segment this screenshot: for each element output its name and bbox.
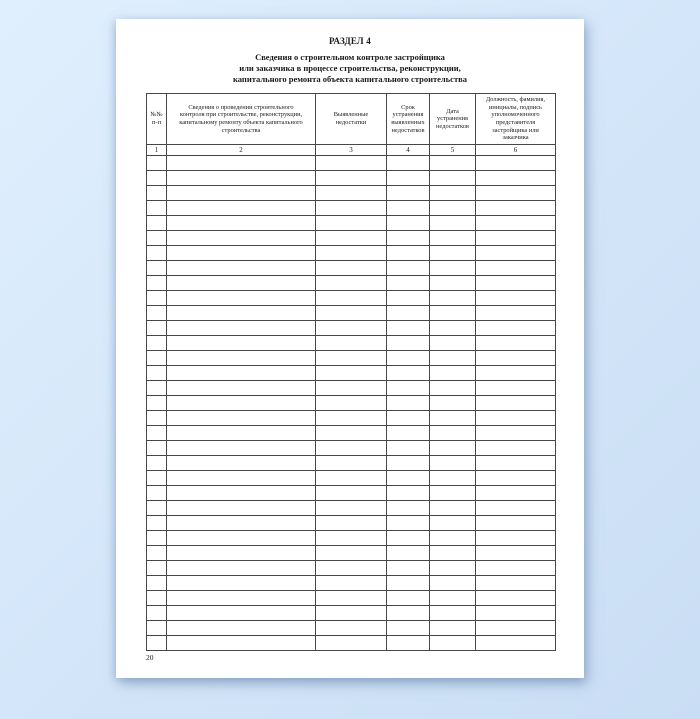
cell-fix-date bbox=[430, 471, 476, 486]
cell-row-number bbox=[147, 546, 167, 561]
table-row bbox=[147, 591, 556, 606]
cell-representative bbox=[476, 261, 556, 276]
cell-row-number bbox=[147, 336, 167, 351]
col-header-row-number: №№ п-п bbox=[147, 94, 167, 145]
col-number-5: 5 bbox=[430, 145, 476, 156]
table-row bbox=[147, 231, 556, 246]
cell-row-number bbox=[147, 531, 167, 546]
cell-deadline bbox=[387, 576, 430, 591]
table-row bbox=[147, 576, 556, 591]
page-number: 20 bbox=[146, 653, 154, 662]
table-row bbox=[147, 411, 556, 426]
cell-row-number bbox=[147, 351, 167, 366]
document-page bbox=[116, 19, 584, 678]
cell-representative bbox=[476, 336, 556, 351]
cell-defects-found bbox=[316, 306, 387, 321]
cell-representative bbox=[476, 306, 556, 321]
cell-representative bbox=[476, 351, 556, 366]
cell-fix-date bbox=[430, 456, 476, 471]
cell-control-info bbox=[167, 336, 316, 351]
cell-fix-date bbox=[430, 411, 476, 426]
cell-deadline bbox=[387, 231, 430, 246]
cell-fix-date bbox=[430, 546, 476, 561]
cell-defects-found bbox=[316, 636, 387, 651]
cell-defects-found bbox=[316, 411, 387, 426]
document-subtitle bbox=[116, 52, 584, 85]
table-row bbox=[147, 351, 556, 366]
cell-representative bbox=[476, 576, 556, 591]
cell-defects-found bbox=[316, 531, 387, 546]
cell-representative bbox=[476, 531, 556, 546]
cell-row-number bbox=[147, 381, 167, 396]
cell-control-info bbox=[167, 621, 316, 636]
cell-row-number bbox=[147, 591, 167, 606]
table-row bbox=[147, 516, 556, 531]
table-row bbox=[147, 276, 556, 291]
cell-fix-date bbox=[430, 306, 476, 321]
cell-deadline bbox=[387, 171, 430, 186]
table-row bbox=[147, 501, 556, 516]
table-row bbox=[147, 336, 556, 351]
cell-defects-found bbox=[316, 396, 387, 411]
cell-fix-date bbox=[430, 351, 476, 366]
cell-defects-found bbox=[316, 621, 387, 636]
cell-row-number bbox=[147, 246, 167, 261]
cell-representative bbox=[476, 516, 556, 531]
cell-control-info bbox=[167, 441, 316, 456]
cell-defects-found bbox=[316, 546, 387, 561]
cell-deadline bbox=[387, 426, 430, 441]
table-row bbox=[147, 561, 556, 576]
cell-control-info bbox=[167, 471, 316, 486]
cell-fix-date bbox=[430, 216, 476, 231]
table-header-row bbox=[147, 94, 556, 145]
cell-row-number bbox=[147, 576, 167, 591]
cell-representative bbox=[476, 186, 556, 201]
cell-deadline bbox=[387, 336, 430, 351]
cell-control-info bbox=[167, 291, 316, 306]
table-row bbox=[147, 441, 556, 456]
table-row bbox=[147, 486, 556, 501]
cell-row-number bbox=[147, 621, 167, 636]
cell-control-info bbox=[167, 486, 316, 501]
cell-defects-found bbox=[316, 516, 387, 531]
cell-fix-date bbox=[430, 426, 476, 441]
cell-deadline bbox=[387, 366, 430, 381]
cell-fix-date bbox=[430, 531, 476, 546]
cell-fix-date bbox=[430, 396, 476, 411]
cell-representative bbox=[476, 201, 556, 216]
cell-deadline bbox=[387, 201, 430, 216]
cell-control-info bbox=[167, 546, 316, 561]
cell-deadline bbox=[387, 606, 430, 621]
cell-control-info bbox=[167, 276, 316, 291]
cell-defects-found bbox=[316, 291, 387, 306]
cell-defects-found bbox=[316, 336, 387, 351]
subtitle-line-1: Сведения о строительном контроле застройщика bbox=[255, 52, 445, 62]
section-title: РАЗДЕЛ 4 bbox=[329, 36, 371, 46]
cell-control-info bbox=[167, 456, 316, 471]
cell-row-number bbox=[147, 456, 167, 471]
cell-representative bbox=[476, 156, 556, 171]
cell-row-number bbox=[147, 471, 167, 486]
cell-deadline bbox=[387, 396, 430, 411]
cell-representative bbox=[476, 411, 556, 426]
cell-deadline bbox=[387, 441, 430, 456]
cell-deadline bbox=[387, 636, 430, 651]
cell-control-info bbox=[167, 351, 316, 366]
cell-row-number bbox=[147, 201, 167, 216]
cell-row-number bbox=[147, 171, 167, 186]
cell-defects-found bbox=[316, 456, 387, 471]
cell-control-info bbox=[167, 396, 316, 411]
col-header-representative: Должность, фамилия, инициалы, подпись уполномоченного представителя застройщика или заказчика bbox=[476, 94, 556, 145]
cell-fix-date bbox=[430, 336, 476, 351]
cell-deadline bbox=[387, 261, 430, 276]
cell-row-number bbox=[147, 606, 167, 621]
cell-representative bbox=[476, 216, 556, 231]
cell-defects-found bbox=[316, 351, 387, 366]
cell-fix-date bbox=[430, 486, 476, 501]
cell-control-info bbox=[167, 306, 316, 321]
cell-fix-date bbox=[430, 366, 476, 381]
cell-representative bbox=[476, 441, 556, 456]
cell-representative bbox=[476, 546, 556, 561]
cell-deadline bbox=[387, 306, 430, 321]
subtitle-line-2: или заказчика в процессе строительства, реконструкции, bbox=[239, 63, 461, 73]
cell-representative bbox=[476, 231, 556, 246]
col-number-1: 1 bbox=[147, 145, 167, 156]
cell-representative bbox=[476, 501, 556, 516]
column-numbering-row bbox=[147, 145, 556, 156]
cell-control-info bbox=[167, 591, 316, 606]
cell-fix-date bbox=[430, 321, 476, 336]
cell-deadline bbox=[387, 561, 430, 576]
cell-fix-date bbox=[430, 201, 476, 216]
cell-fix-date bbox=[430, 561, 476, 576]
cell-control-info bbox=[167, 156, 316, 171]
cell-representative bbox=[476, 621, 556, 636]
cell-deadline bbox=[387, 351, 430, 366]
cell-defects-found bbox=[316, 216, 387, 231]
cell-defects-found bbox=[316, 246, 387, 261]
cell-control-info bbox=[167, 261, 316, 276]
table-row bbox=[147, 171, 556, 186]
table-row bbox=[147, 321, 556, 336]
cell-representative bbox=[476, 471, 556, 486]
table-row bbox=[147, 396, 556, 411]
cell-deadline bbox=[387, 156, 430, 171]
cell-deadline bbox=[387, 471, 430, 486]
cell-deadline bbox=[387, 591, 430, 606]
cell-fix-date bbox=[430, 501, 476, 516]
cell-defects-found bbox=[316, 426, 387, 441]
col-header-fix-date: Дата устранения недостатков bbox=[430, 94, 476, 145]
cell-fix-date bbox=[430, 171, 476, 186]
cell-row-number bbox=[147, 291, 167, 306]
table-header bbox=[147, 94, 556, 156]
cell-fix-date bbox=[430, 291, 476, 306]
cell-row-number bbox=[147, 216, 167, 231]
desktop-background bbox=[0, 19, 700, 719]
cell-defects-found bbox=[316, 276, 387, 291]
table-row bbox=[147, 366, 556, 381]
cell-deadline bbox=[387, 276, 430, 291]
cell-defects-found bbox=[316, 171, 387, 186]
cell-row-number bbox=[147, 156, 167, 171]
table-row bbox=[147, 186, 556, 201]
cell-control-info bbox=[167, 411, 316, 426]
cell-fix-date bbox=[430, 576, 476, 591]
col-number-3: 3 bbox=[316, 145, 387, 156]
cell-defects-found bbox=[316, 591, 387, 606]
cell-defects-found bbox=[316, 261, 387, 276]
cell-control-info bbox=[167, 606, 316, 621]
cell-row-number bbox=[147, 366, 167, 381]
cell-fix-date bbox=[430, 621, 476, 636]
cell-row-number bbox=[147, 636, 167, 651]
cell-deadline bbox=[387, 186, 430, 201]
cell-row-number bbox=[147, 411, 167, 426]
cell-control-info bbox=[167, 576, 316, 591]
table-row bbox=[147, 306, 556, 321]
cell-representative bbox=[476, 246, 556, 261]
table-row bbox=[147, 156, 556, 171]
col-header-defects-found: Выявленные недостатки bbox=[316, 94, 387, 145]
cell-fix-date bbox=[430, 156, 476, 171]
cell-deadline bbox=[387, 456, 430, 471]
cell-fix-date bbox=[430, 246, 476, 261]
cell-deadline bbox=[387, 411, 430, 426]
cell-fix-date bbox=[430, 381, 476, 396]
cell-control-info bbox=[167, 516, 316, 531]
cell-defects-found bbox=[316, 231, 387, 246]
col-number-2: 2 bbox=[167, 145, 316, 156]
cell-defects-found bbox=[316, 366, 387, 381]
cell-representative bbox=[476, 561, 556, 576]
cell-fix-date bbox=[430, 186, 476, 201]
cell-control-info bbox=[167, 531, 316, 546]
cell-deadline bbox=[387, 531, 430, 546]
col-header-deadline: Срок устранения выявленных недостатков bbox=[387, 94, 430, 145]
cell-row-number bbox=[147, 561, 167, 576]
cell-row-number bbox=[147, 276, 167, 291]
cell-deadline bbox=[387, 516, 430, 531]
cell-defects-found bbox=[316, 576, 387, 591]
cell-representative bbox=[476, 396, 556, 411]
cell-representative bbox=[476, 486, 556, 501]
cell-control-info bbox=[167, 171, 316, 186]
cell-fix-date bbox=[430, 636, 476, 651]
cell-representative bbox=[476, 606, 556, 621]
cell-row-number bbox=[147, 321, 167, 336]
cell-defects-found bbox=[316, 606, 387, 621]
cell-fix-date bbox=[430, 231, 476, 246]
cell-row-number bbox=[147, 426, 167, 441]
cell-fix-date bbox=[430, 591, 476, 606]
cell-control-info bbox=[167, 381, 316, 396]
cell-row-number bbox=[147, 186, 167, 201]
cell-representative bbox=[476, 456, 556, 471]
cell-deadline bbox=[387, 486, 430, 501]
table-row bbox=[147, 201, 556, 216]
cell-row-number bbox=[147, 261, 167, 276]
cell-control-info bbox=[167, 216, 316, 231]
cell-defects-found bbox=[316, 561, 387, 576]
col-header-control-info: Сведения о проведении строительного контроля при строительстве, реконструкции, капитальному ремонту объекта капитального строительства bbox=[167, 94, 316, 145]
table-row bbox=[147, 636, 556, 651]
cell-control-info bbox=[167, 321, 316, 336]
col-number-4: 4 bbox=[387, 145, 430, 156]
cell-control-info bbox=[167, 501, 316, 516]
cell-deadline bbox=[387, 621, 430, 636]
cell-defects-found bbox=[316, 156, 387, 171]
cell-fix-date bbox=[430, 441, 476, 456]
cell-control-info bbox=[167, 561, 316, 576]
cell-deadline bbox=[387, 246, 430, 261]
table-row bbox=[147, 621, 556, 636]
cell-defects-found bbox=[316, 321, 387, 336]
cell-deadline bbox=[387, 501, 430, 516]
cell-representative bbox=[476, 381, 556, 396]
cell-defects-found bbox=[316, 441, 387, 456]
cell-control-info bbox=[167, 231, 316, 246]
cell-control-info bbox=[167, 186, 316, 201]
table-row bbox=[147, 381, 556, 396]
table-row bbox=[147, 246, 556, 261]
cell-defects-found bbox=[316, 381, 387, 396]
cell-deadline bbox=[387, 546, 430, 561]
construction-control-table bbox=[146, 93, 556, 651]
cell-row-number bbox=[147, 486, 167, 501]
table-row bbox=[147, 531, 556, 546]
subtitle-line-3: капитального ремонта объекта капитального строительства bbox=[233, 74, 467, 84]
cell-representative bbox=[476, 321, 556, 336]
cell-representative bbox=[476, 171, 556, 186]
cell-row-number bbox=[147, 231, 167, 246]
cell-defects-found bbox=[316, 471, 387, 486]
table-row bbox=[147, 426, 556, 441]
table-row bbox=[147, 261, 556, 276]
cell-control-info bbox=[167, 636, 316, 651]
cell-control-info bbox=[167, 246, 316, 261]
cell-fix-date bbox=[430, 276, 476, 291]
cell-defects-found bbox=[316, 201, 387, 216]
cell-control-info bbox=[167, 201, 316, 216]
cell-deadline bbox=[387, 381, 430, 396]
cell-row-number bbox=[147, 306, 167, 321]
table-body bbox=[147, 156, 556, 651]
cell-defects-found bbox=[316, 501, 387, 516]
cell-representative bbox=[476, 291, 556, 306]
cell-fix-date bbox=[430, 261, 476, 276]
table-row bbox=[147, 291, 556, 306]
cell-defects-found bbox=[316, 186, 387, 201]
cell-representative bbox=[476, 591, 556, 606]
cell-representative bbox=[476, 276, 556, 291]
cell-row-number bbox=[147, 396, 167, 411]
cell-row-number bbox=[147, 516, 167, 531]
table-row bbox=[147, 471, 556, 486]
cell-row-number bbox=[147, 501, 167, 516]
cell-fix-date bbox=[430, 606, 476, 621]
cell-deadline bbox=[387, 216, 430, 231]
table-row bbox=[147, 216, 556, 231]
cell-row-number bbox=[147, 441, 167, 456]
col-number-6: 6 bbox=[476, 145, 556, 156]
cell-representative bbox=[476, 636, 556, 651]
cell-representative bbox=[476, 366, 556, 381]
table-row bbox=[147, 546, 556, 561]
cell-control-info bbox=[167, 366, 316, 381]
cell-control-info bbox=[167, 426, 316, 441]
cell-deadline bbox=[387, 291, 430, 306]
cell-representative bbox=[476, 426, 556, 441]
cell-fix-date bbox=[430, 516, 476, 531]
cell-deadline bbox=[387, 321, 430, 336]
table-row bbox=[147, 456, 556, 471]
cell-defects-found bbox=[316, 486, 387, 501]
table-row bbox=[147, 606, 556, 621]
